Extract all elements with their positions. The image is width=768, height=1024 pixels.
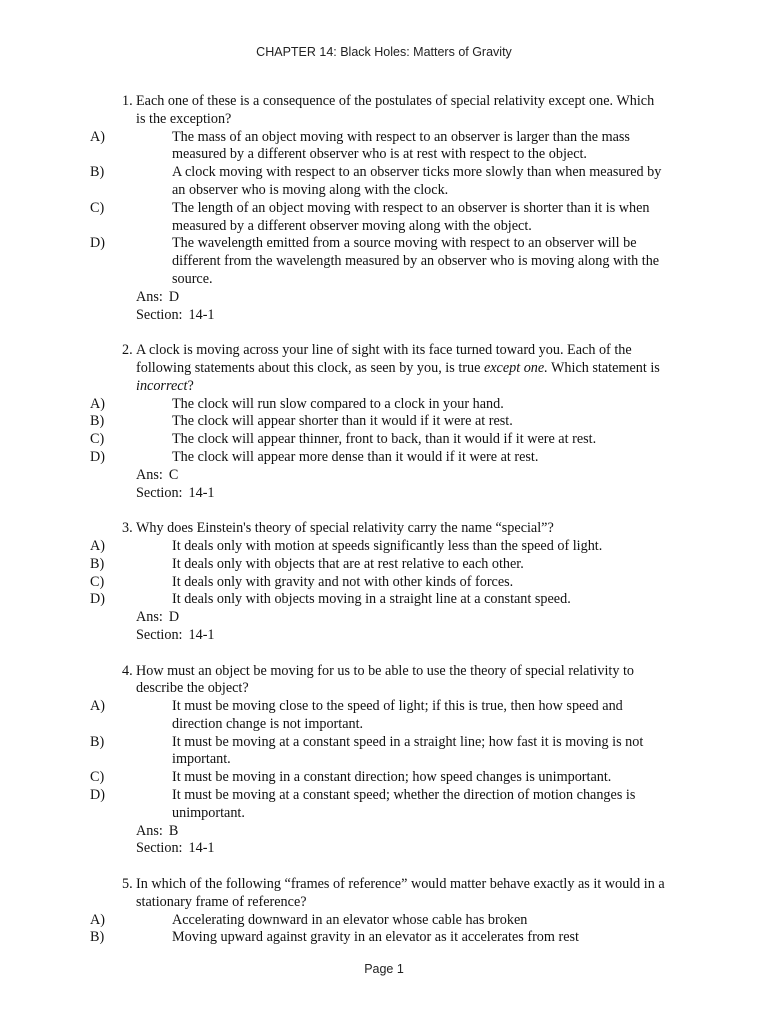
option-d <box>0 591 672 609</box>
option-letter: A) <box>90 911 105 928</box>
question-text: ? <box>187 377 194 394</box>
question-3 <box>0 520 768 645</box>
option-letter: A) <box>90 537 105 554</box>
question-text: Why does Einstein's theory of special relativity carry the name “special”? <box>136 520 554 537</box>
option-letter: C) <box>90 431 105 448</box>
answer-line <box>0 609 768 627</box>
option-text: It must be moving at a constant speed in a straight line; how fast it is moving is not important. <box>172 733 644 768</box>
question-number: 3. <box>122 520 133 537</box>
option-text: The mass of an object moving with respect to an observer is larger than the mass measured by a different observer who is at rest with respect to the object. <box>172 128 630 163</box>
option-letter: B) <box>90 733 105 750</box>
section-line <box>0 307 768 325</box>
section-line <box>0 627 768 645</box>
option-a <box>0 912 672 930</box>
option-text: The clock will run slow compared to a clock in your hand. <box>172 395 504 412</box>
question-number: 2. <box>122 342 133 359</box>
option-b <box>0 413 672 431</box>
page-number: Page 1 <box>364 962 404 976</box>
option-letter: D) <box>90 787 105 804</box>
section-value: 14-1 <box>188 626 215 643</box>
option-letter: C) <box>90 199 105 216</box>
section-value: 14-1 <box>188 306 215 323</box>
option-text: Accelerating downward in an elevator whose cable has broken <box>172 911 528 928</box>
option-b <box>0 929 672 947</box>
option-text: The length of an object moving with respect to an observer is shorter than it is when measured by a different observer moving along with the object. <box>172 199 650 234</box>
question-text-emphasis: incorrect <box>136 377 188 394</box>
option-letter: D) <box>90 591 105 608</box>
option-letter: B) <box>90 929 105 946</box>
option-d <box>0 449 672 467</box>
question-stem <box>0 876 666 912</box>
option-letter: B) <box>90 555 105 572</box>
question-stem <box>0 342 666 395</box>
option-c <box>0 574 672 592</box>
option-a <box>0 129 672 165</box>
question-text: Which statement is <box>547 359 660 376</box>
option-text: The wavelength emitted from a source moving with respect to an observer will be different from the wavelength measured by an observer who is moving along with the source. <box>172 235 660 287</box>
answer-label: Ans: <box>136 466 163 483</box>
answer-value: D <box>168 609 180 626</box>
section-label: Section: <box>136 626 183 643</box>
answer-line <box>0 289 768 307</box>
answer-value: D <box>168 288 180 305</box>
answer-label: Ans: <box>136 609 163 626</box>
option-b <box>0 556 672 574</box>
question-stem <box>0 93 666 129</box>
answer-label: Ans: <box>136 822 163 839</box>
option-letter: A) <box>90 395 105 412</box>
option-text: It must be moving at a constant speed; whether the direction of motion changes is unimportant. <box>172 787 636 821</box>
option-letter: D) <box>90 235 105 252</box>
option-letter: C) <box>90 573 105 590</box>
option-a <box>0 396 672 414</box>
section-value: 14-1 <box>188 484 215 501</box>
question-text: A clock is moving across your line of sight with its face turned toward you. Each of the following statements about this clock, as seen by you, is true <box>136 342 632 376</box>
option-d <box>0 235 672 288</box>
option-text: It deals only with objects moving in a straight line at a constant speed. <box>172 591 571 608</box>
option-letter: D) <box>90 448 105 465</box>
page-footer <box>0 962 768 976</box>
option-letter: C) <box>90 769 105 786</box>
option-letter: B) <box>90 413 105 430</box>
section-label: Section: <box>136 306 183 323</box>
option-text: It deals only with motion at speeds significantly less than the speed of light. <box>172 537 603 554</box>
option-text: Moving upward against gravity in an elevator as it accelerates from rest <box>172 929 579 946</box>
question-1 <box>0 93 768 324</box>
option-text: The clock will appear more dense than it would if it were at rest. <box>172 448 539 465</box>
option-b <box>0 734 672 770</box>
question-text: How must an object be moving for us to be able to use the theory of special relativity to describe the object? <box>136 662 635 697</box>
option-b <box>0 164 672 200</box>
option-text: It deals only with gravity and not with other kinds of forces. <box>172 573 514 590</box>
option-text: It must be moving close to the speed of light; if this is true, then how speed and direction change is not important. <box>172 698 623 732</box>
option-text: The clock will appear shorter than it would if it were at rest. <box>172 413 513 430</box>
answer-value: B <box>168 822 179 839</box>
option-a <box>0 698 672 734</box>
question-number: 1. <box>122 93 133 109</box>
question-list <box>0 93 768 965</box>
option-c <box>0 431 672 449</box>
option-letter: A) <box>90 698 105 715</box>
section-label: Section: <box>136 484 183 501</box>
option-letter: B) <box>90 164 105 181</box>
section-label: Section: <box>136 840 183 857</box>
question-number: 4. <box>122 662 133 679</box>
question-stem <box>0 520 666 538</box>
option-letter: A) <box>90 128 105 145</box>
option-c <box>0 769 672 787</box>
question-text: Each one of these is a consequence of the postulates of special relativity except one. Which is the exception? <box>136 93 655 127</box>
option-text: The clock will appear thinner, front to back, than it would if it were at rest. <box>172 431 597 448</box>
answer-line <box>0 823 768 841</box>
option-c <box>0 200 672 236</box>
option-text: It deals only with objects that are at rest relative to each other. <box>172 555 524 572</box>
section-line <box>0 485 768 503</box>
question-number: 5. <box>122 876 133 893</box>
answer-label: Ans: <box>136 288 163 305</box>
question-2 <box>0 342 768 502</box>
section-line <box>0 840 768 858</box>
question-stem <box>0 663 666 699</box>
chapter-title: CHAPTER 14: Black Holes: Matters of Gravity <box>256 45 512 59</box>
page-header <box>0 45 768 59</box>
question-4 <box>0 663 768 859</box>
option-d <box>0 787 672 823</box>
option-text: It must be moving in a constant direction; how speed changes is unimportant. <box>172 769 612 786</box>
answer-line <box>0 467 768 485</box>
option-a <box>0 538 672 556</box>
question-5 <box>0 876 768 947</box>
question-text-emphasis: except one. <box>483 359 548 376</box>
option-text: A clock moving with respect to an observer ticks more slowly than when measured by an observer who is moving along with the clock. <box>172 164 662 198</box>
answer-value: C <box>168 466 179 483</box>
question-text: In which of the following “frames of reference” would matter behave exactly as it would in a stationary frame of reference? <box>136 876 665 910</box>
section-value: 14-1 <box>188 840 215 857</box>
